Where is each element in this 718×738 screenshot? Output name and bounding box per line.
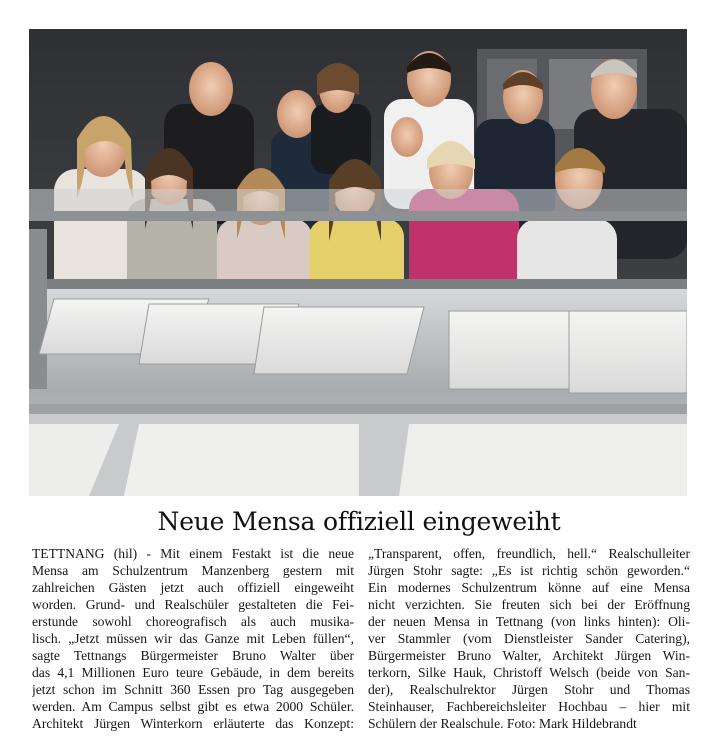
right-line: der), Realschulrektor Jürgen Stohr und Thomas: [368, 682, 690, 697]
article-right-column: [368, 545, 690, 732]
right-line: nicht verzichten. Sie freuten sich bei der Eröffnung: [368, 597, 690, 612]
left-line: zahlreichen Gästen jetzt auch offiziell eingeweiht: [32, 580, 354, 595]
article-left-column: [32, 545, 354, 732]
right-line: „Transparent, offen, freundlich, hell.“ Realschulleiter: [368, 546, 690, 561]
left-line: sagte Tettnangs Bürgermeister Bruno Walter über: [32, 648, 354, 663]
right-line: ver Stammler (vom Dienstleister Sander Catering),: [368, 631, 690, 646]
left-line: Mensa am Schulzentrum Manzenberg gestern mit: [32, 563, 354, 578]
photo-caption-credit: Schülern der Realschule. Foto: Mark Hildebrandt: [368, 716, 637, 731]
left-line: erstunde sowohl choreografisch als auch musika-: [32, 614, 354, 629]
left-line: jetzt schon im Schnitt 360 Essen pro Tag ausgegeben: [32, 682, 354, 697]
left-line: lisch. „Jetzt müssen wir das Ganze mit Leben füllen“,: [32, 631, 354, 646]
right-line: Ein modernes Schulzentrum könne auf eine Mensa: [368, 580, 690, 595]
left-line: werden. Am Campus selbst gibt es etwa 2000 Schüler.: [32, 699, 354, 714]
right-line: terkorn, Silke Hauk, Christoff Welsch (beide von San-: [368, 665, 690, 680]
left-line: worden. Grund- und Realschüler gestalteten die Fei-: [32, 597, 354, 612]
article-headline: Neue Mensa offiziell eingeweiht: [157, 507, 561, 536]
left-line: Architekt Jürgen Winterkorn erläuterte das Konzept:: [32, 716, 354, 731]
right-line: Steinhauser, Fachbereichsleiter Hochbau – hier mit: [368, 699, 690, 714]
left-line: das 4,1 Millionen Euro teure Gebäude, in dem bereits: [32, 665, 354, 680]
right-line: der neuen Mensa in Tettnang (von links hinten): Oli-: [368, 614, 690, 629]
right-line: Jürgen Stohr sagte: „Es ist richtig schön geworden.“: [368, 563, 690, 578]
left-line: TETTNANG (hil) - Mit einem Festakt ist die neue: [32, 546, 354, 561]
group-photo-icon: [29, 29, 687, 496]
article-photo: [29, 29, 687, 496]
right-line: Bürgermeister Bruno Walter, Architekt Jürgen Win-: [368, 648, 690, 663]
